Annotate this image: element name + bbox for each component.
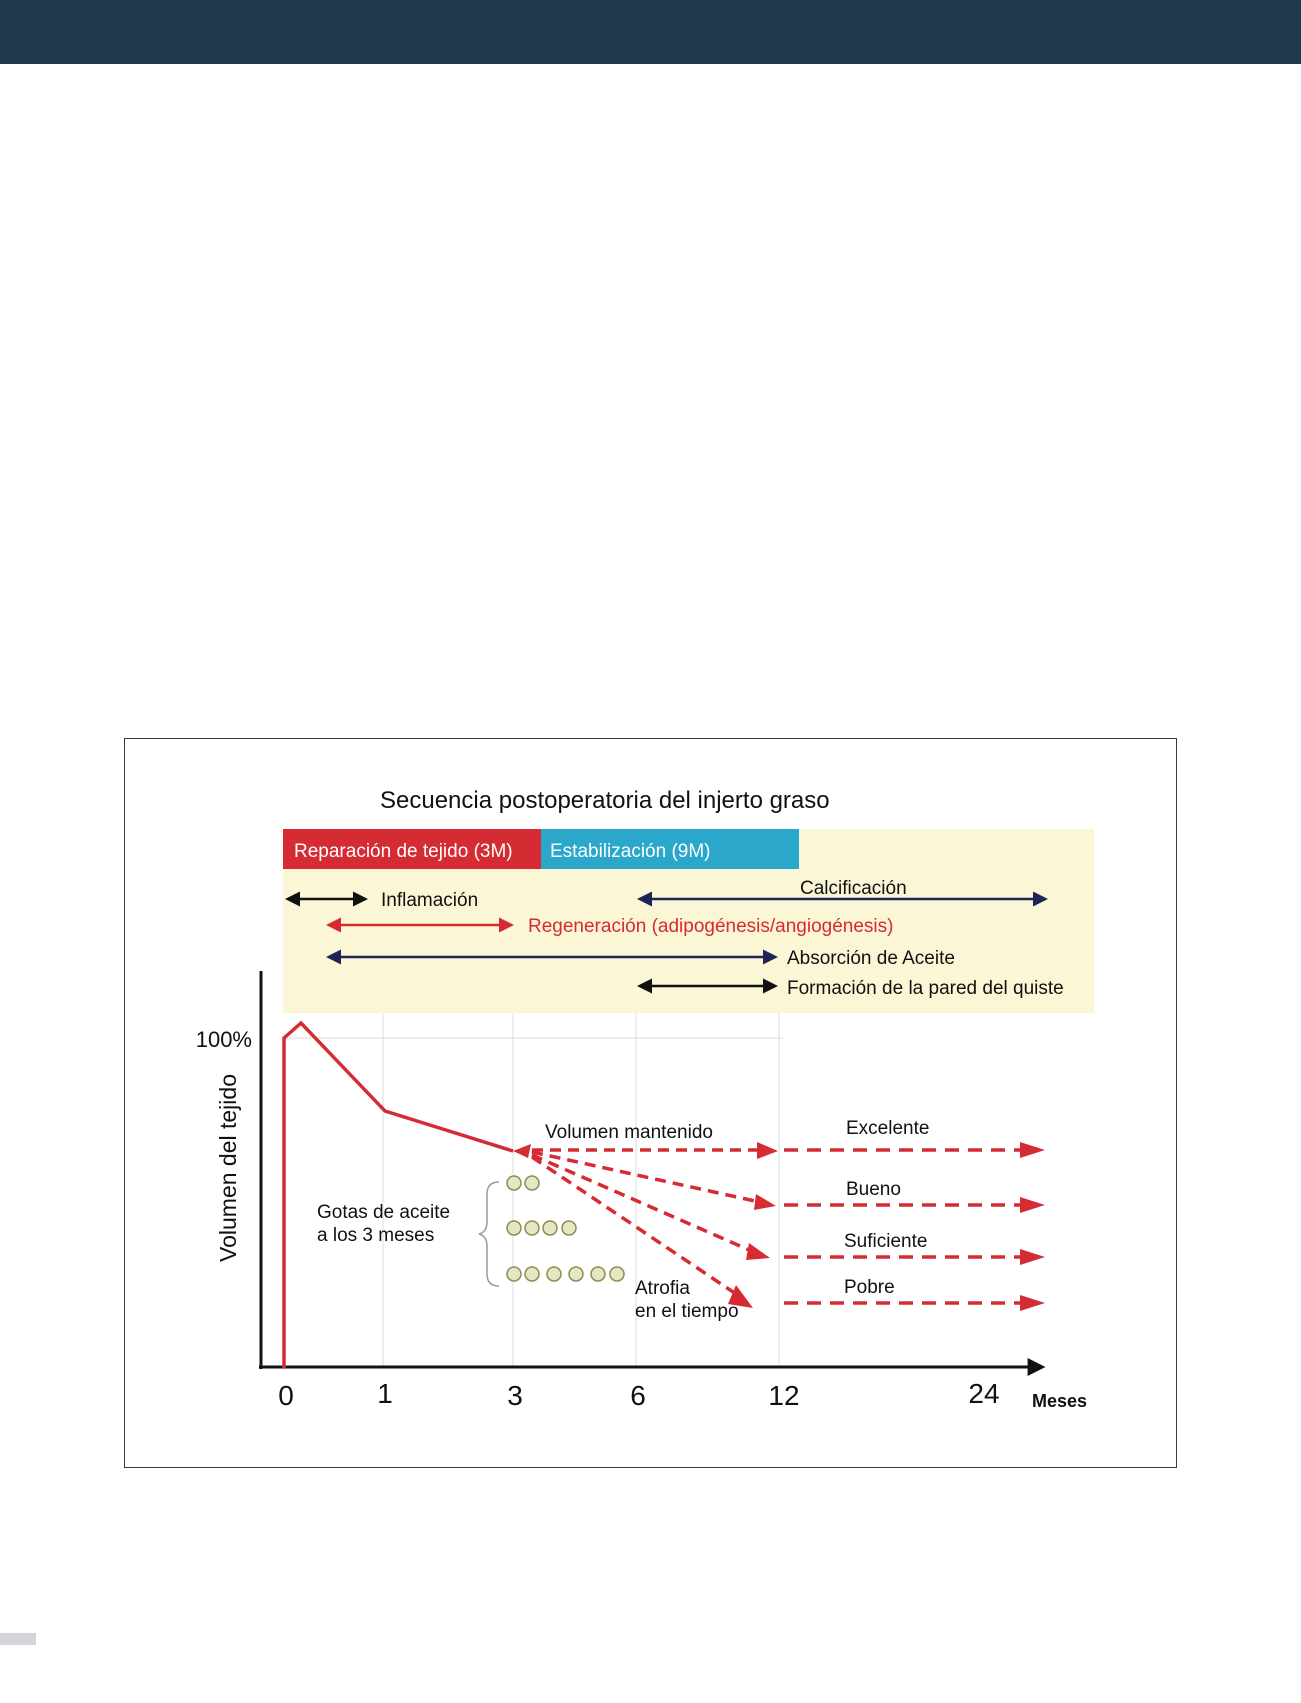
label-oil-absorption: Absorción de Aceite: [787, 948, 955, 969]
label-inflammation: Inflamación: [381, 890, 479, 911]
figure-title: Secuencia postoperatoria del injerto graso: [380, 787, 830, 814]
outcome-lines: [784, 1150, 1024, 1303]
x-tick-0: 0: [278, 1380, 294, 1411]
outcome-label-good: Bueno: [846, 1179, 901, 1200]
fat-graft-diagram: [124, 738, 1177, 1468]
outcome-label-poor: Pobre: [844, 1277, 895, 1298]
annotation-atrophy-line2: en el tiempo: [635, 1301, 739, 1322]
volume-curve: [284, 1023, 513, 1368]
phase-label-stabilization: Estabilización (9M): [550, 841, 711, 862]
annotation-oil-drops-line2: a los 3 meses: [317, 1225, 435, 1246]
oil-drops-row-4: [507, 1221, 576, 1235]
y-axis-label: Volumen del tejido: [215, 1074, 241, 1262]
phase-label-repair: Reparación de tejido (3M): [294, 841, 513, 862]
label-cyst-wall: Formación de la pared del quiste: [787, 978, 1064, 999]
annotation-atrophy-line1: Atrofia: [635, 1278, 690, 1299]
outcome-label-excellent: Excelente: [846, 1118, 930, 1139]
outcome-label-sufficient: Suficiente: [844, 1231, 928, 1252]
x-axis-label: Meses: [1032, 1391, 1088, 1411]
annotation-maintained-volume: Volumen mantenido: [545, 1122, 713, 1143]
header-bar: [0, 0, 1301, 64]
curve-end-marker: [513, 1144, 531, 1158]
x-tick-24: 24: [968, 1378, 1000, 1409]
outcome-arrowheads: [1020, 1142, 1045, 1311]
annotation-oil-drops-line1: Gotas de aceite: [317, 1202, 451, 1223]
label-regeneration: Regeneración (adipogénesis/angiogénesis): [528, 916, 894, 937]
oil-drops-brace: [479, 1182, 499, 1286]
x-tick-1: 1: [377, 1378, 393, 1409]
oil-drops-row-2: [507, 1176, 539, 1190]
label-calcification: Calcificación: [800, 878, 907, 899]
y-axis-tick-100: 100%: [195, 1027, 252, 1052]
oil-drops-row-6: [507, 1267, 624, 1281]
x-tick-12: 12: [768, 1380, 800, 1411]
fan-arrowheads: [728, 1142, 778, 1308]
x-tick-6: 6: [630, 1380, 646, 1411]
page-marker: [0, 1633, 36, 1645]
x-tick-3: 3: [507, 1380, 523, 1411]
